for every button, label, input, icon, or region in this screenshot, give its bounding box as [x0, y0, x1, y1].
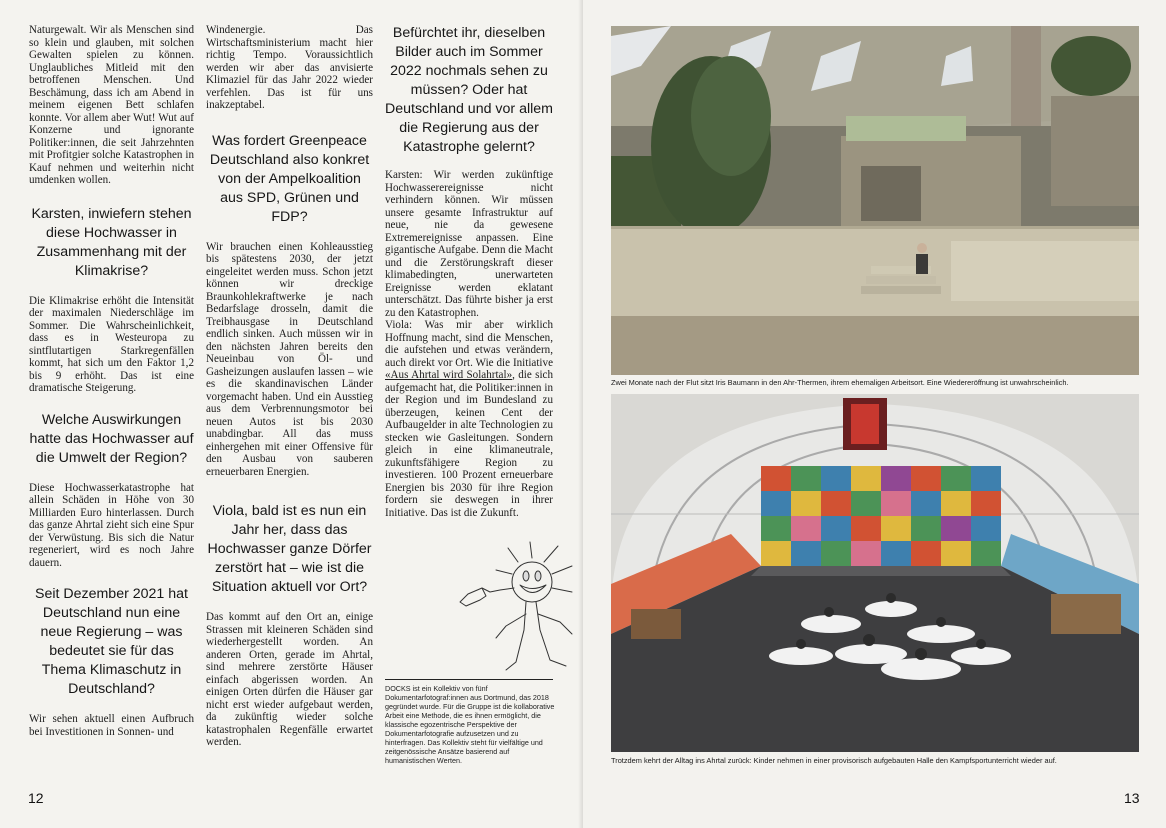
photo-caption: Zwei Monate nach der Flut sitzt Iris Baumann in den Ahr-Thermen, ihrem ehemaligen Arbeitsort. Eine Wiedereröffnung ist unwahrscheinlich.	[611, 378, 1069, 387]
paragraph: Die Klimakrise erhöht die Intensität der maximalen Niederschläge im Sommer. Die Wahrscheinlichkeit, dass es in Westeuropa zu sintflutartigen Starkregenfällen kommt, hat sich um den Faktor 1,2 bis 9 erhöht. Das ist eine dramatische Steigerung.	[29, 294, 194, 394]
interview-question: Viola, bald ist es nun ein Jahr her, dass das Hochwasser ganze Dörfer zerstört hat – wie ist die Situation aktuell vor Ort?	[207, 503, 372, 595]
interview-question: Karsten, inwiefern stehen diese Hochwasser in Zusammenhang mit der Klimakrise?	[31, 205, 192, 279]
paragraph	[385, 319, 553, 519]
interview-question: Befürchtet ihr, dieselben Bilder auch im Sommer 2022 nochmals sehen zu müssen? Oder hat Deutschland und vor allem die Regierung aus der Katastrophe gelernt?	[385, 25, 553, 155]
interview-question: Seit Dezember 2021 hat Deutschland nun eine neue Regierung – was bedeutet sie für das Thema Klimaschutz in Deutschland?	[34, 586, 188, 697]
paragraph: Das kommt auf den Ort an, einige Strassen mit kleineren Schäden sind wiederhergestellt worden. An anderen Orten, gerade im Ahrtal, sind mehrere zerstörte Häuser einfach abgerissen worden. An einigen Orten dürfen die Häuser gar nicht erst wieder aufgebaut werden, da zukünftig wieder solche katastrophalen Regenfälle erwartet werden.	[206, 611, 373, 748]
paragraph: Diese Hochwasserkatastrophe hat allein Schäden in Höhe von 30 Milliarden Euro hinterlassen. Durch das ganze Ahrtal zieht sich eine Spur der Verwüstung. Bis sich die Natur regeneriert, wird es noch Jahre dauern.	[29, 481, 194, 569]
paragraph: Wir sehen aktuell einen Aufbruch bei Investitionen in Sonnen- und	[29, 713, 194, 738]
paragraph-text: Viola: Was mir aber wirklich Hoffnung macht, sind die Menschen, die aufstehen und etwas verändern, auch direkt vor Ort. Wie die Initiative	[385, 319, 553, 369]
paragraph-text: , die sich aufgemacht hat, die Politiker:innen in der Region und im Bundesland zu überzeugen, keinen Cent der Aufbaugelder in alte Technologien zu stecken wie Gasleitungen. Sondern gleich in eine klimaneutrale, zukunftsfähigere Region zu investieren. 100 Prozent erneuerbare Energien bis 2030 für ihre Region fordern sie deswegen in ihrer Initiative. Das ist die Zukunft.	[385, 369, 554, 519]
paragraph: Karsten: Wir werden zukünftige Hochwasserereignisse nicht verhindern können. Wir müssen unsere gesamte Infrastruktur auf neue, nie da gewesene Extremereignisse anpassen. Eine gigantische Aufgabe. Denn die Macht und die Zerstörungskraft dieser klimabedingten, unerwarteten Ereignisse werden eklatant unterschätzt. Das führte bisher ja erst zu den Katastrophen.	[385, 169, 553, 319]
collective-bio: DOCKS ist ein Kollektiv von fünf Dokumentarfotograf:innen aus Dortmund, das 2018 gegründet wurde. Für die Gruppe ist die kollaborative Arbeit eine Methode, die es ihnen ermöglicht, die klassische egozentrische Perspektive der Dokumentarfotografie aufzusetzen und zu hinterfragen. Das Kollektiv steht für vielfältige und zeitgenössische Ansätze basierend auf humanistischen Werten.	[385, 684, 555, 765]
paragraph: Naturgewalt. Wir als Menschen sind so klein und glauben, mit solchen Gewalten spielen zu können. Unglaubliches Mitleid mit den betroffenen Menschen. Und Beschämung, dass ich am Abend in meinem eigenen Bett schlafen konnte. Vor allem aber Wut! Wut auf Konzerne und ignorante Politiker:innen, die seit Jahrzehnten mit Profitgier solche Katastrophen in Kauf nehmen und weiterhin nicht umdenken wollen.	[29, 24, 194, 186]
paragraph: Windenergie. Das Wirtschaftsministerium macht hier richtig Tempo. Voraussichtlich werden wir aber das anvisierte Klimaziel für das Jahr 2022 wieder verfehlen. Das ist für uns inakzeptabel.	[206, 24, 373, 111]
photo-thermal-bath	[611, 26, 1139, 375]
sun-doodle-drawing	[440, 530, 590, 680]
page-number-left: 12	[28, 790, 44, 806]
paragraph: Wir brauchen einen Kohleausstieg bis spätestens 2030, der jetzt eingeleitet werden muss. Schon jetzt können wir dreckige Braunkohlekraftwerke je nach Bedarfslage drosseln, damit die Treibhausgase in Deutschland endlich sinken. Auch müssen wir in den nächsten Jahren bereits den Neueinbau von Öl- und Gasheizungen auslaufen lassen – wie es die skandinavischen Länder vorgemacht haben. Und ein Ausstieg aus dem Verbrennungsmotor bei neuen Autos ist bis 2030 unabdingbar. All das muss einhergehen mit einer Offensive für den Ausbau von sauberen erneuerbaren Energien.	[206, 240, 373, 478]
initiative-name: «Aus Ahrtal wird Solahrtal»	[385, 369, 513, 381]
text-column-1	[29, 24, 194, 738]
text-column-2	[206, 24, 373, 749]
photo-martial-arts-hall	[611, 394, 1139, 752]
page-number-right: 13	[1124, 790, 1140, 806]
text-column-3	[385, 24, 553, 519]
divider-line	[385, 679, 553, 680]
interview-question: Was fordert Greenpeace Deutschland also konkret von der Ampelkoalition aus SPD, Grünen und FDP?	[209, 132, 370, 225]
photo-caption: Trotzdem kehrt der Alltag ins Ahrtal zurück: Kinder nehmen in einer provisorisch aufgebauten Halle den Kampfsportunterricht wieder auf.	[611, 756, 1057, 765]
interview-question: Welche Auswirkungen hatte das Hochwasser auf die Umwelt der Region?	[29, 411, 194, 466]
